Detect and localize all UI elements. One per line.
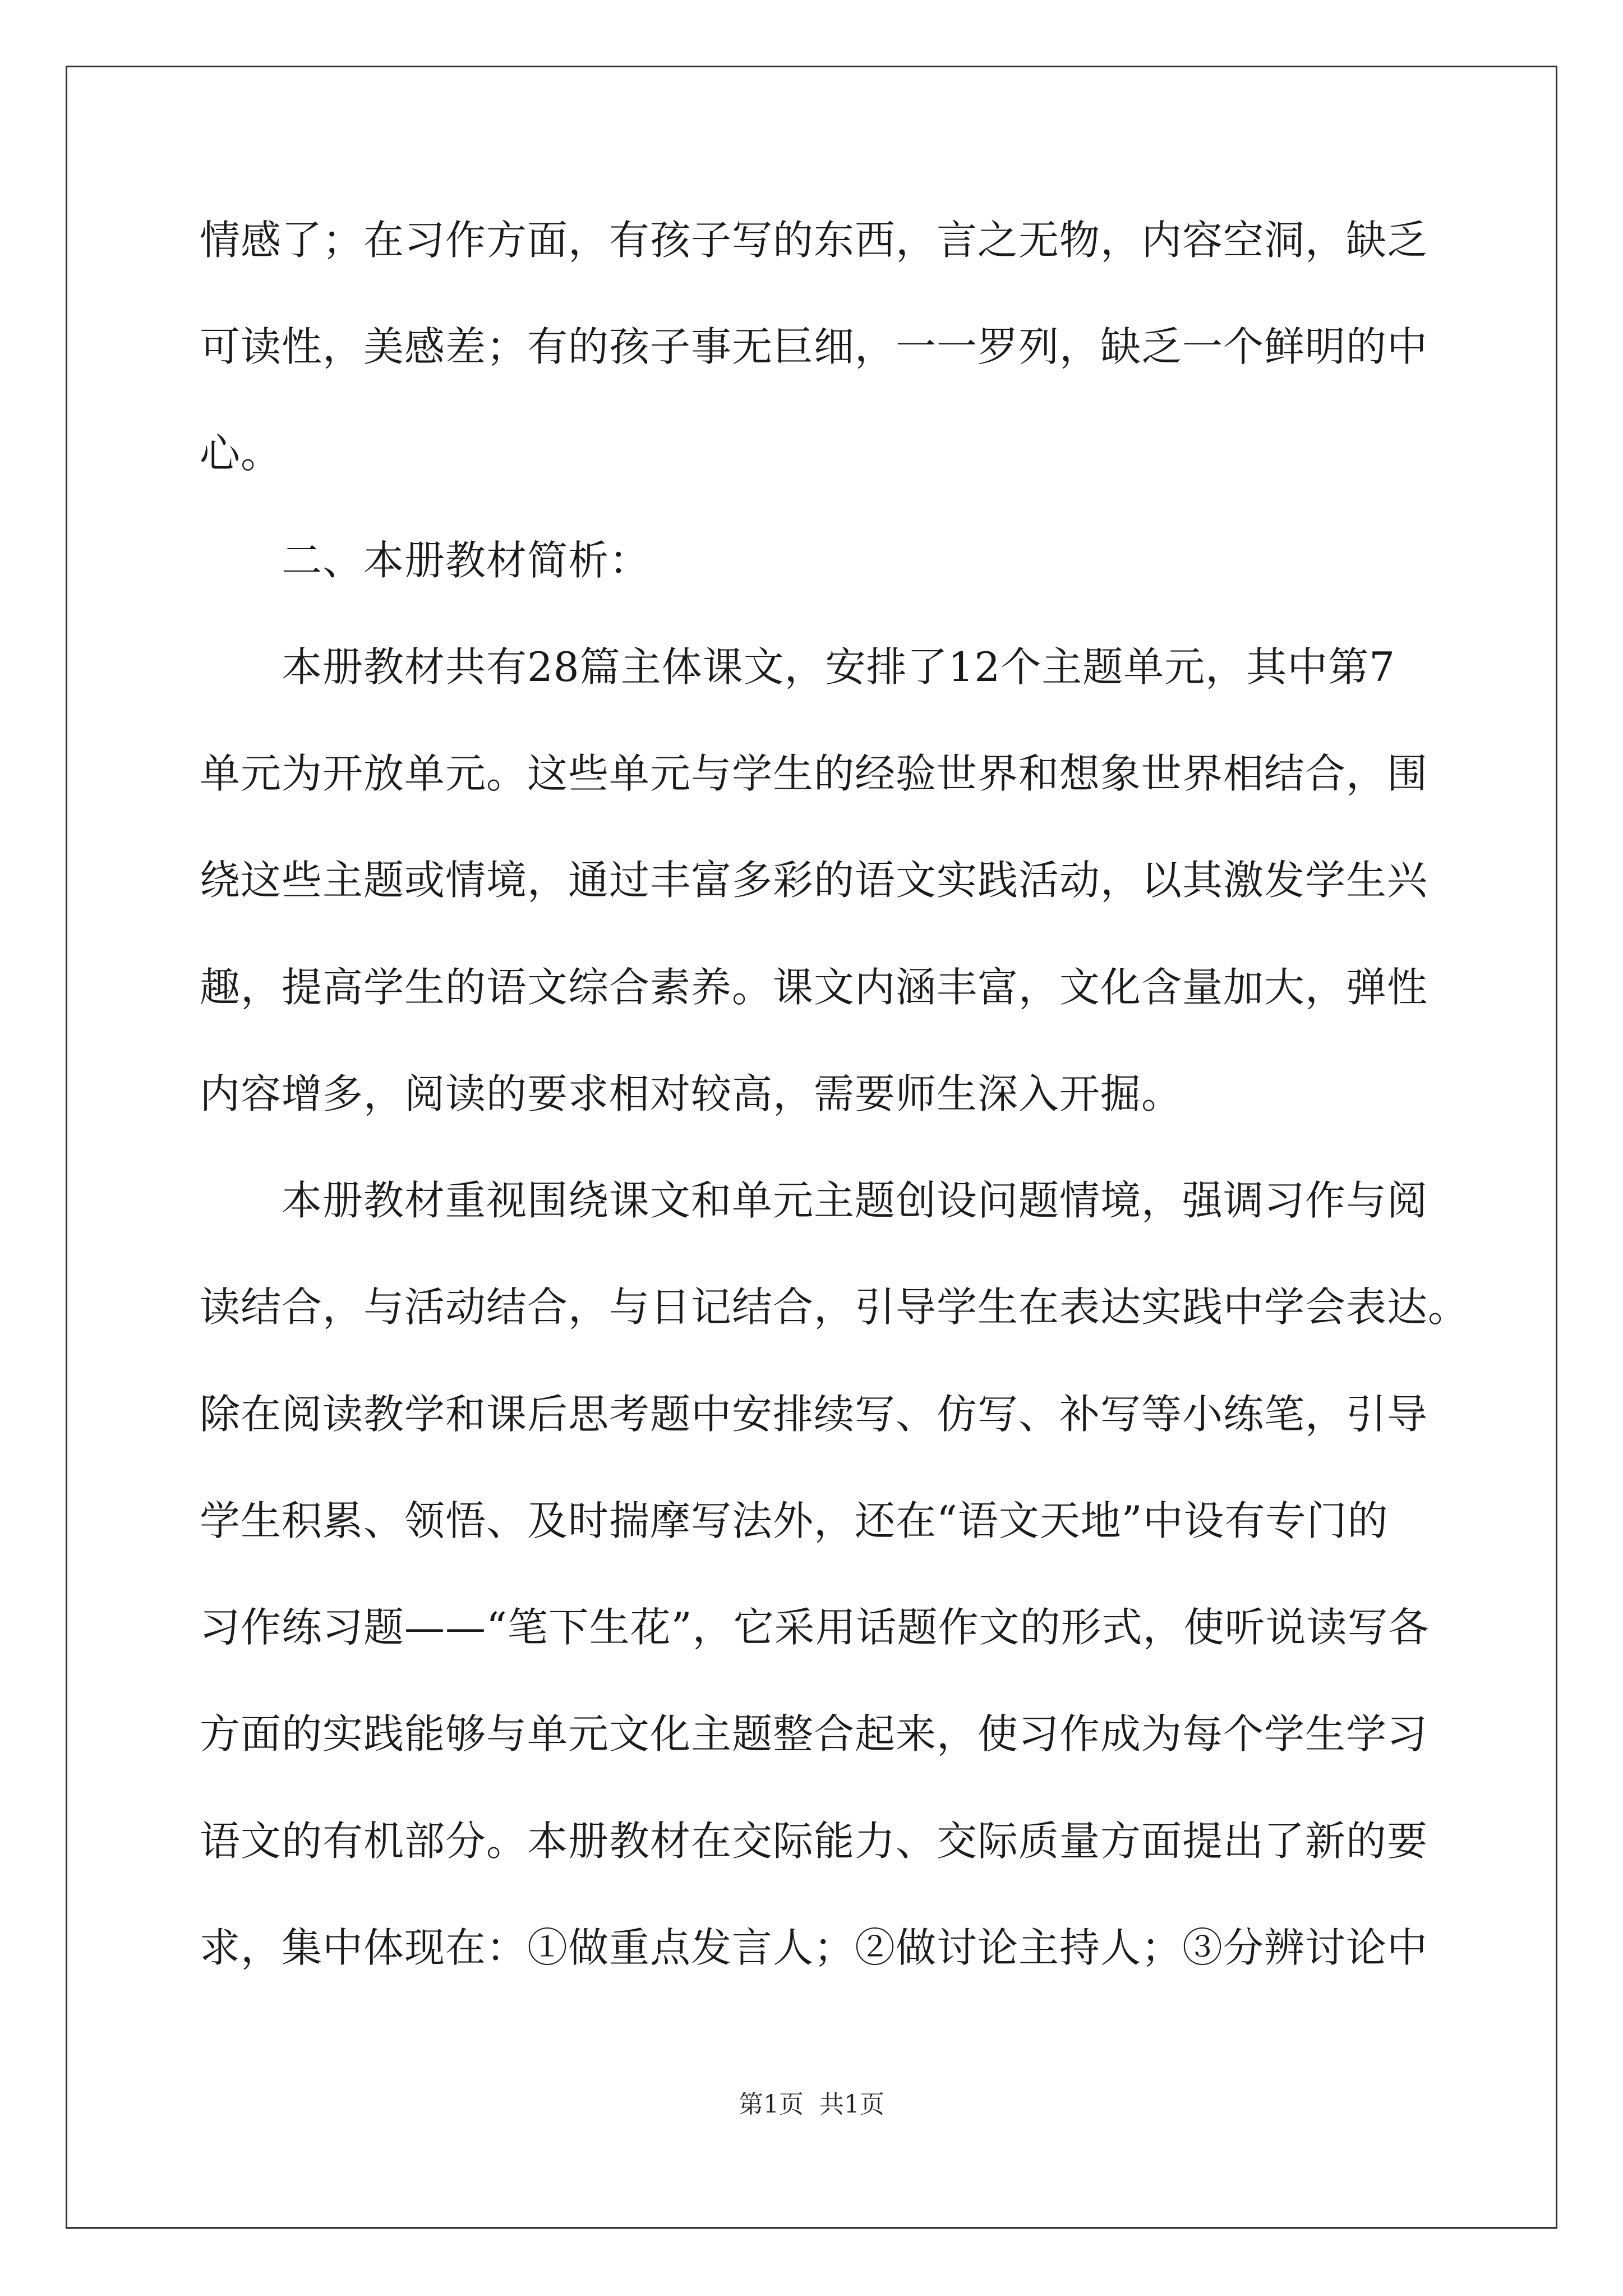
page-footer xyxy=(0,2088,1623,2122)
text-line: 语文的有机部分。本册教材在交际能力、交际质量方面提出了新的要 xyxy=(200,1818,1428,1865)
text-line: 求，集中体现在：①做重点发言人；②做讨论主持人；③分辨讨论中 xyxy=(200,1924,1428,1971)
text-line: 方面的实践能够与单元文化主题整合起来，使习作成为每个学生学习 xyxy=(200,1710,1428,1757)
text-line: 本册教材重视围绕课文和单元主题创设问题情境，强调习作与阅 xyxy=(200,1177,1428,1224)
text-line: 学生积累、领悟、及时揣摩写法外，还在“语文天地”中设有专门的 xyxy=(200,1497,1389,1544)
text-line: 内容增多，阅读的要求相对较高，需要师生深入开掘。 xyxy=(200,1070,1183,1117)
page-border xyxy=(66,66,1557,2229)
page-number: 第1页 xyxy=(739,2090,804,2119)
text-line: 读结合，与活动结合，与日记结合，引导学生在表达实践中学会表达。 xyxy=(200,1283,1469,1331)
text-line: 趣，提高学生的语文综合素养。课文内涵丰富，文化含量加大，弹性 xyxy=(200,964,1428,1011)
text-line: 情感了；在习作方面，有孩子写的东西，言之无物，内容空洞，缺乏 xyxy=(200,217,1428,264)
page-total: 共1页 xyxy=(819,2090,884,2119)
text-line: 绕这些主题或情境，通过丰富多彩的语文实践活动，以其激发学生兴 xyxy=(200,857,1428,904)
text-line: 可读性，美感差；有的孩子事无巨细，一一罗列，缺乏一个鲜明的中 xyxy=(200,323,1428,370)
text-line: 本册教材共有28篇主体课文，安排了12个主题单元，其中第7 xyxy=(200,643,1396,691)
text-line: 习作练习题——“笔下生花”，它采用话题作文的形式，使听说读写各 xyxy=(200,1604,1430,1651)
section-heading: 二、本册教材简析： xyxy=(200,537,651,584)
text-line: 心。 xyxy=(200,430,282,477)
text-line: 除在阅读教学和课后思考题中安排续写、仿写、补写等小练笔，引导 xyxy=(200,1391,1428,1438)
text-line: 单元为开放单元。这些单元与学生的经验世界和想象世界相结合，围 xyxy=(200,750,1428,797)
